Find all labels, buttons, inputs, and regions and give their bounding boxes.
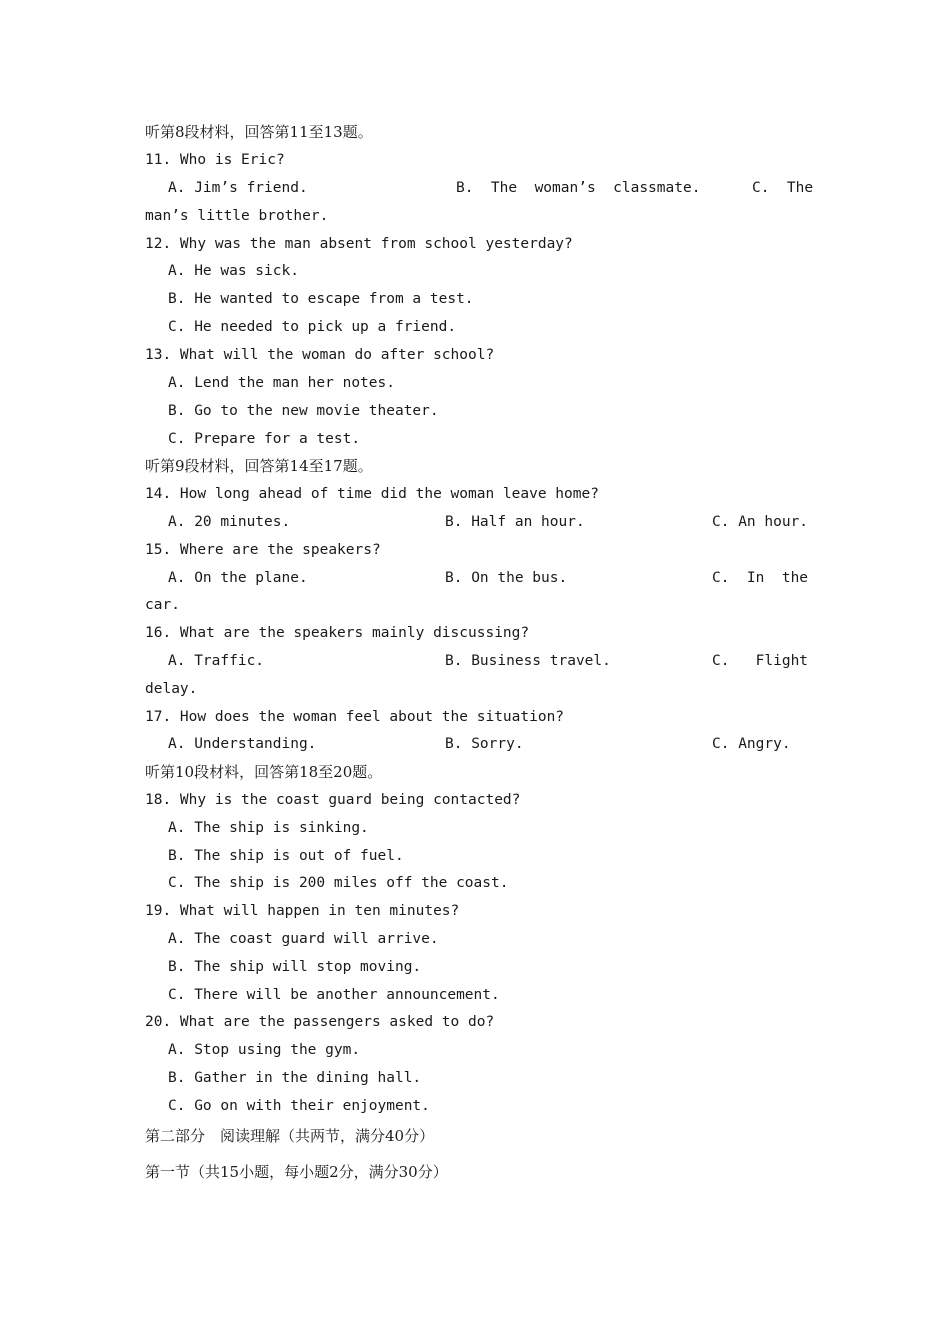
question-17-option-a: A. Understanding. (168, 736, 317, 752)
question-12-option-a: A. He was sick. (168, 263, 299, 279)
question-12-option-b: B. He wanted to escape from a test. (168, 291, 474, 307)
question-13-option-b: B. Go to the new movie theater. (168, 403, 439, 419)
question-11-option-a: A. Jim’s friend. (168, 180, 308, 196)
question-17-option-c: C. Angry. (712, 736, 791, 752)
question-15-option-b: B. On the bus. (445, 570, 568, 586)
question-17-stem: 17. How does the woman feel about the situation? (145, 709, 565, 725)
question-19-option-b: B. The ship will stop moving. (168, 959, 422, 975)
question-16-option-c: C. Flight (712, 653, 809, 669)
question-11-option-c: C. The (752, 180, 814, 196)
question-20-stem: 20. What are the passengers asked to do? (145, 1014, 495, 1030)
question-16-option-a: A. Traffic. (168, 653, 265, 669)
question-18-option-a: A. The ship is sinking. (168, 820, 369, 836)
question-15-option-a: A. On the plane. (168, 570, 308, 586)
question-13-stem: 13. What will the woman do after school? (145, 347, 495, 363)
question-13-option-a: A. Lend the man her notes. (168, 375, 395, 391)
question-19-option-a: A. The coast guard will arrive. (168, 931, 439, 947)
section-heading-10: 听第10段材料，回答第18至20题。 (145, 763, 383, 781)
question-17-option-b: B. Sorry. (445, 736, 524, 752)
question-15-stem: 15. Where are the speakers? (145, 542, 381, 558)
section-heading-9: 听第9段材料，回答第14至17题。 (145, 457, 373, 475)
question-14-option-c: C. An hour. (712, 514, 809, 530)
question-12-stem: 12. Why was the man absent from school yesterday? (145, 236, 573, 252)
question-19-option-c: C. There will be another announcement. (168, 987, 500, 1003)
question-11-stem: 11. Who is Eric? (145, 152, 285, 168)
question-11-option-c-continued: man’s little brother. (145, 208, 329, 224)
question-14-option-a: A. 20 minutes. (168, 514, 291, 530)
question-12-option-c: C. He needed to pick up a friend. (168, 319, 457, 335)
question-11-option-b: B. The woman’s classmate. (456, 180, 701, 196)
question-14-option-b: B. Half an hour. (445, 514, 585, 530)
question-16-option-b: B. Business travel. (445, 653, 611, 669)
part-two-section-one-heading: 第一节（共15小题，每小题2分，满分30分） (145, 1163, 448, 1181)
question-18-option-b: B. The ship is out of fuel. (168, 848, 404, 864)
question-18-option-c: C. The ship is 200 miles off the coast. (168, 875, 509, 891)
question-19-stem: 19. What will happen in ten minutes? (145, 903, 460, 919)
question-15-option-c: C. In the (712, 570, 809, 586)
section-heading-8: 听第8段材料，回答第11至13题。 (145, 123, 373, 141)
question-20-option-b: B. Gather in the dining hall. (168, 1070, 422, 1086)
question-20-option-c: C. Go on with their enjoyment. (168, 1098, 430, 1114)
question-16-stem: 16. What are the speakers mainly discussing? (145, 625, 530, 641)
question-14-stem: 14. How long ahead of time did the woman leave home? (145, 486, 599, 502)
part-two-heading: 第二部分 阅读理解（共两节，满分40分） (145, 1127, 435, 1145)
question-16-option-c-continued: delay. (145, 681, 198, 697)
question-20-option-a: A. Stop using the gym. (168, 1042, 361, 1058)
question-13-option-c: C. Prepare for a test. (168, 431, 361, 447)
question-18-stem: 18. Why is the coast guard being contacted? (145, 792, 521, 808)
question-15-option-c-continued: car. (145, 597, 180, 613)
